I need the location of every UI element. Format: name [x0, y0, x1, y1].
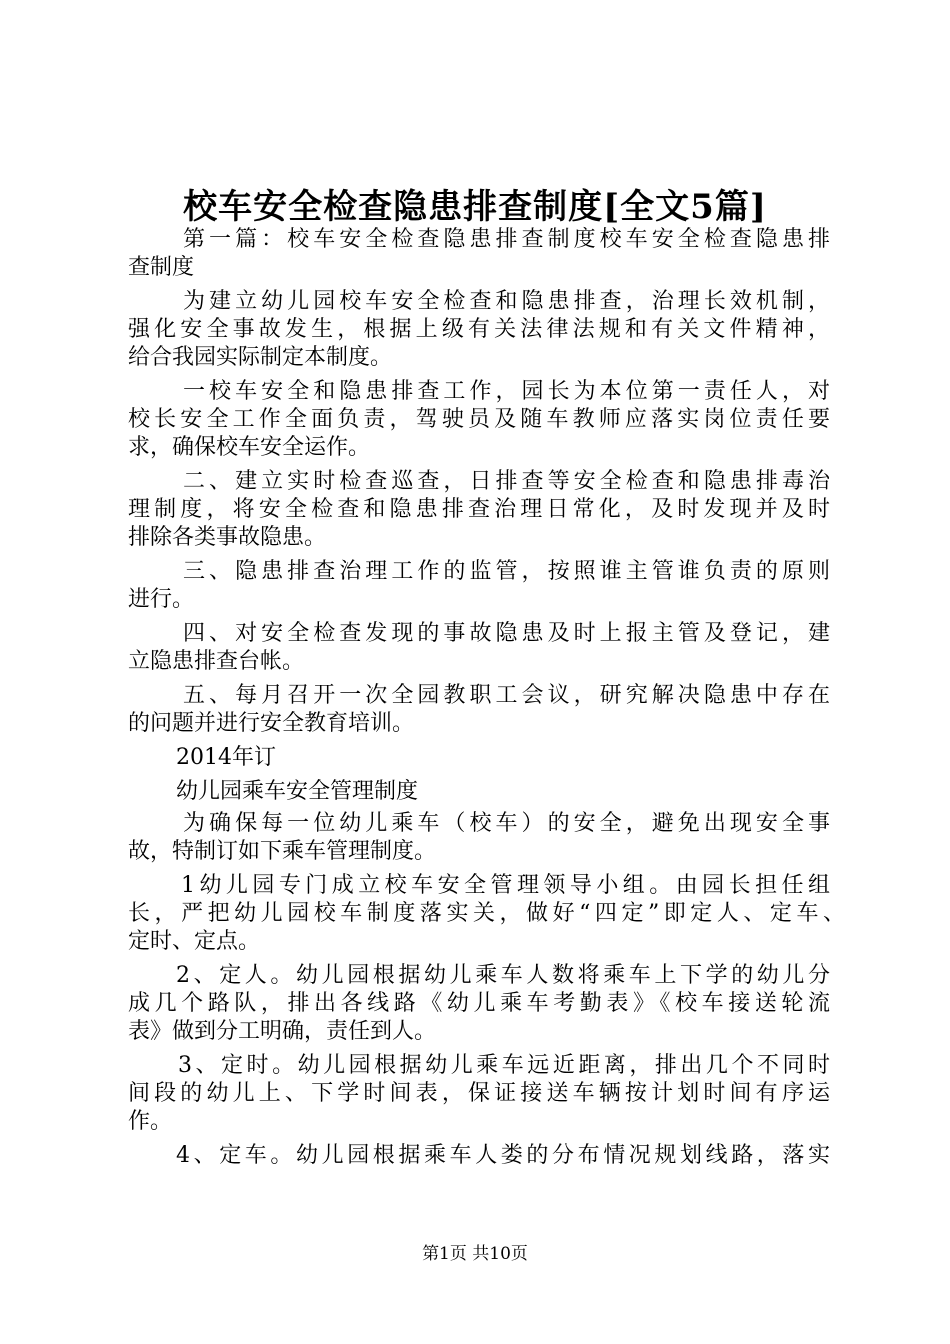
text-line: 2、定人。幼儿园根据幼儿乘车人数将乘车上下学的幼儿分: [176, 963, 830, 988]
text-line: 立隐患排查台帐。: [128, 649, 305, 674]
text-line: 校长安全工作全面负责，驾驶员及随车教师应落实岗位责任要: [128, 407, 830, 432]
text-line: 3、定时。幼儿园根据幼儿乘车远近距离，排出几个不同时: [178, 1053, 830, 1078]
text-line: 为建立幼儿园校车安全检查和隐患排查，治理长效机制，: [183, 289, 830, 314]
text-line: 求，确保校车安全运作。: [128, 435, 371, 460]
text-line: 第一篇：校车安全检查隐患排查制度校车安全检查隐患排: [183, 227, 830, 252]
text-line: 表》做到分工明确，责任到人。: [128, 1019, 437, 1044]
text-line: 4、定车。幼儿园根据乘车人娄的分布情况规划线路，落实: [176, 1143, 830, 1168]
text-line: 二、建立实时检查巡查，日排查等安全检查和隐患排毒治: [183, 469, 830, 494]
text-line: 间段的幼儿上、下学时间表，保证接送车辆按计划时间有序运: [128, 1081, 830, 1106]
text-line: 1幼儿园专门成立校车安全管理领导小组。由园长担任组: [181, 873, 830, 898]
text-line: 进行。: [128, 587, 195, 612]
document-title: 校车安全检查隐患排查制度[全文5篇]: [183, 187, 767, 227]
text-line: 故，特制订如下乘车管理制度。: [128, 839, 437, 864]
text-line: 排除各类事故隐患。: [128, 525, 327, 550]
text-line: 给合我园实际制定本制度。: [128, 345, 393, 370]
text-line: 的问题并进行安全教育培训。: [128, 711, 415, 736]
text-line: 2014年订: [176, 745, 276, 770]
text-line: 四、对安全检查发现的事故隐患及时上报主管及登记，建: [183, 621, 830, 646]
text-line: 查制度: [128, 255, 195, 280]
text-line: 幼儿园乘车安全管理制度: [176, 779, 419, 804]
text-line: 定时、定点。: [128, 929, 261, 954]
text-line: 五、每月召开一次全园教职工会议，研究解决隐患中存在: [183, 683, 830, 708]
text-line: 强化安全事故发生，根据上级有关法律法规和有关文件精神，: [128, 317, 830, 342]
text-line: 成几个路队，排出各线路《幼儿乘车考勤表》《校车接送轮流: [128, 991, 830, 1016]
text-line: 为确保每一位幼儿乘车（校车）的安全，避免出现安全事: [183, 811, 830, 836]
text-line: 作。: [128, 1109, 173, 1134]
text-line: 长，严把幼儿园校车制度落实关，做好“四定”即定人、定车、: [128, 901, 845, 926]
text-line: 一校车安全和隐患排查工作，园长为本位第一责任人，对: [183, 379, 830, 404]
page-footer: 第1页 共10页: [422, 1244, 528, 1264]
text-line: 三、隐患排查治理工作的监管，按照谁主管谁负责的原则: [183, 559, 830, 584]
text-line: 理制度，将安全检查和隐患排查治理日常化，及时发现并及时: [128, 497, 830, 522]
